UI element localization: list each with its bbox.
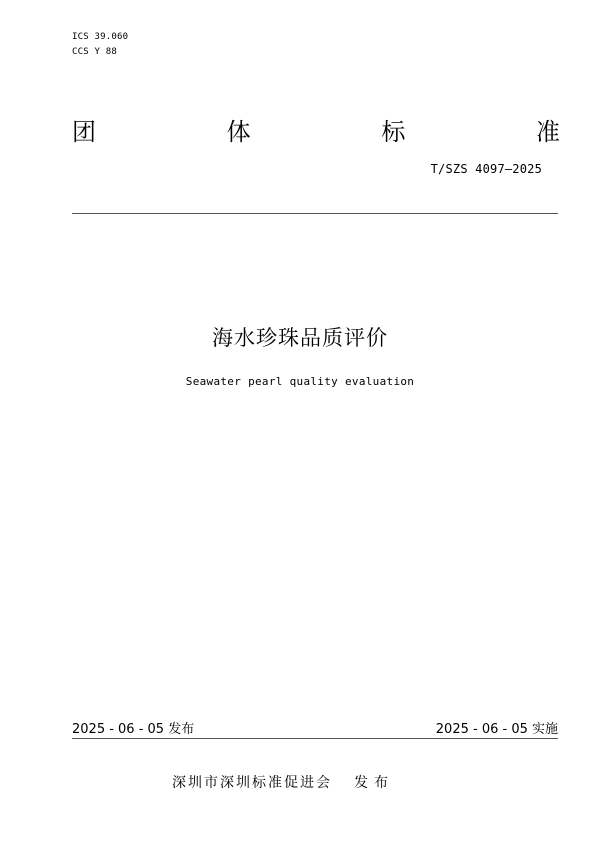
issuer-line: [172, 772, 394, 792]
publish-date: 2025 - 06 - 05 发布: [72, 722, 195, 737]
document-title-chinese: 海水珍珠品质评价: [212, 326, 388, 350]
ccs-code: CCS Y 88: [72, 47, 117, 57]
standard-type-char: 团: [72, 118, 96, 146]
footer-divider: [72, 738, 558, 739]
standard-type-heading: [72, 116, 560, 148]
issuer-action: 发布: [354, 775, 394, 791]
standard-type-char: 体: [226, 118, 251, 146]
implement-date: 2025 - 06 - 05 实施: [435, 722, 558, 737]
ics-code: ICS 39.060: [72, 32, 129, 42]
header-divider: [72, 213, 558, 214]
standard-number: T/SZS 4097—2025: [430, 162, 542, 176]
standard-type-char: 标: [381, 118, 406, 146]
document-title-english: Seawater pearl quality evaluation: [185, 375, 415, 388]
issuer-name: 深圳市深圳标准促进会: [172, 775, 332, 791]
standard-type-char: 准: [535, 118, 560, 146]
classification-codes: [72, 30, 128, 60]
